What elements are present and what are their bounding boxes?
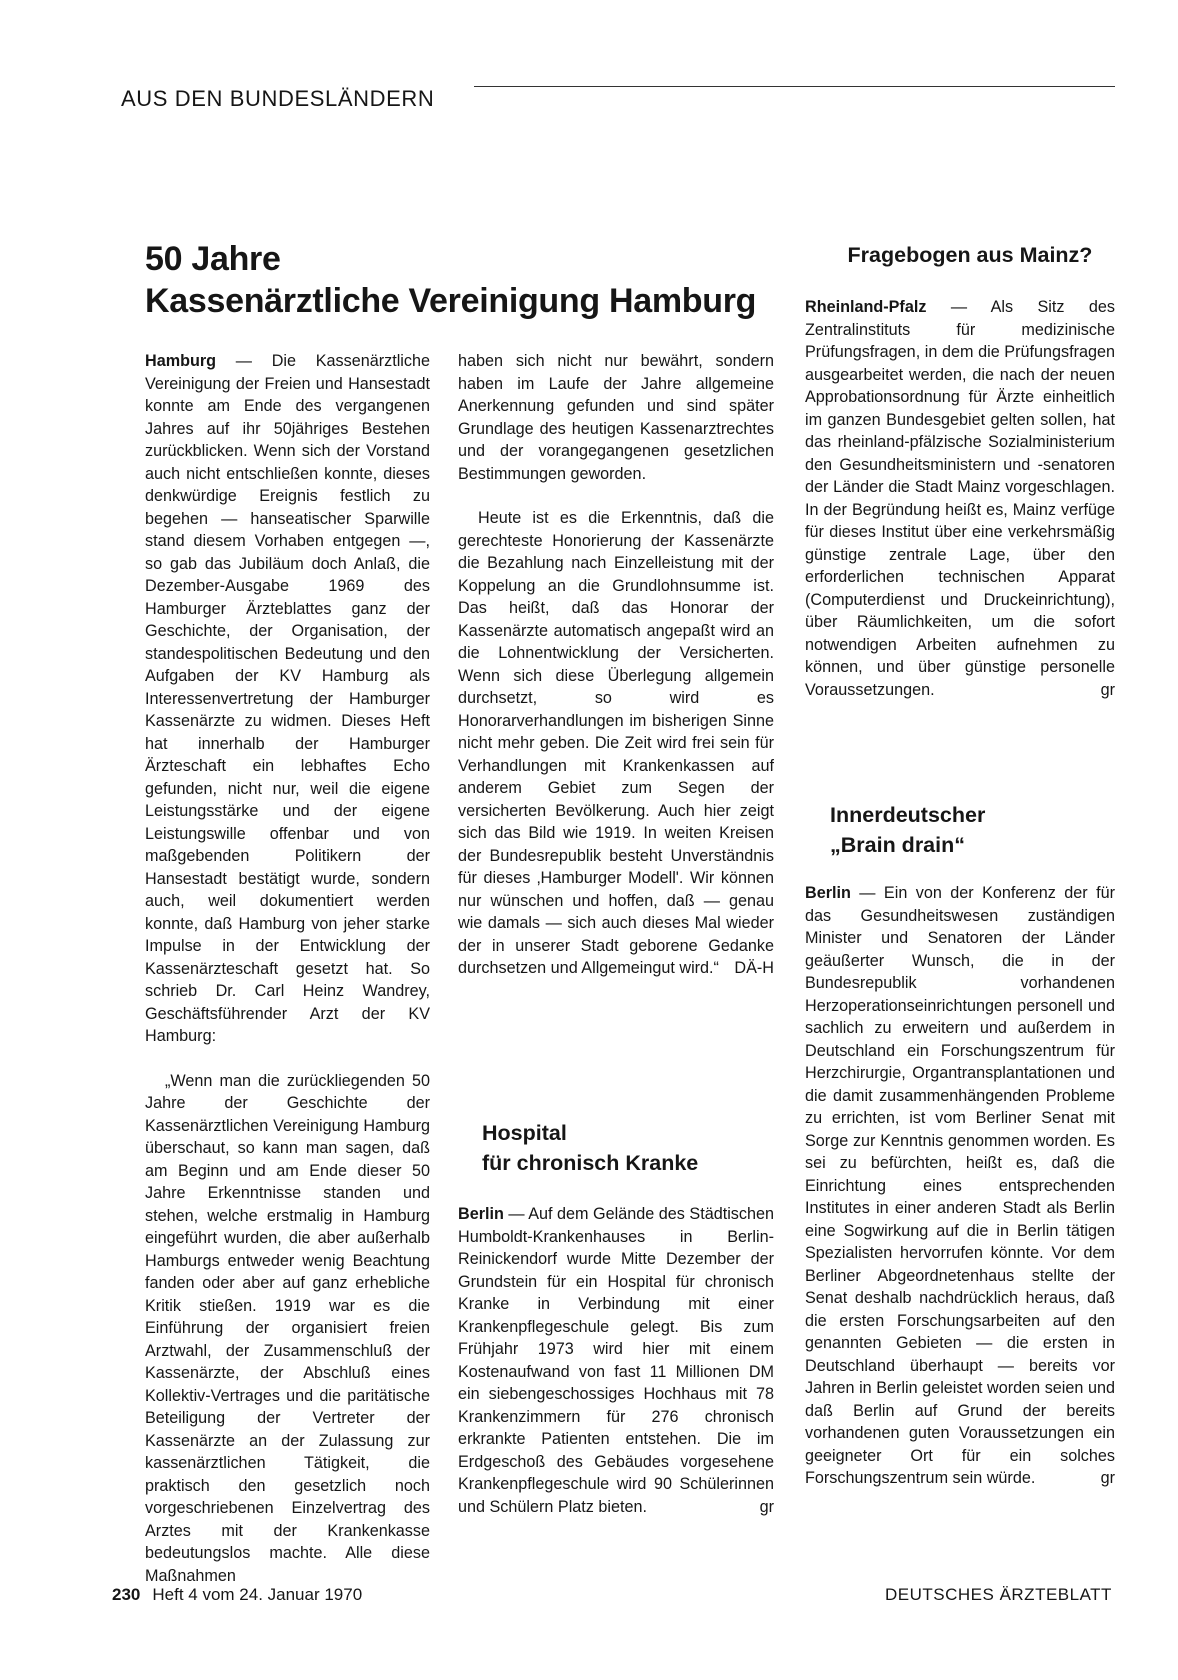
header-rule <box>474 86 1115 87</box>
frage-paragraph <box>805 296 1115 701</box>
main-paragraph-1-text: — Die Kassenärztliche Vereinigung der Freien und Hansestadt konnte am Ende des vergangenen Jahres auf ihr 50jähriges Bestehen zurückblicken. Wenn sich der Vorstand auch nicht entschließen konnte, dieses denkwürdige Ereignis festlich zu begehen — hanseatischer Sparwille stand diesem Vorhaben entgegen —, so gab das Jubiläum doch Anlaß, die Dezember-Ausgabe 1969 des Hamburger Ärzteblattes ganz der Geschichte, der Organisation, der standespolitischen Bedeutung und den Aufgaben der KV Hamburg als Interessenvertretung der Hamburger Kassenärzte zu widmen. Dieses Heft hat innerhalb der Hamburger Ärzteschaft ein lebhaftes Echo gefunden, nicht nur, weil die eigene Leistungsstärke und der eigene Leistungswille offenbar und von maßgebenden Politikern der Hansestadt bestätigt wurde, sondern auch, weil dokumentiert werden konnte, daß Hamburg von jeher starke Impulse in der Entwicklung der Kassenärzteschaft gesetzt hat. So schrieb Dr. Carl Heinz Wandrey, Geschäftsführender Arzt der KV Hamburg: <box>145 352 430 1045</box>
frage-article-body <box>805 296 1115 701</box>
brain-paragraph <box>805 882 1115 1490</box>
main-article-column-1 <box>145 350 430 1587</box>
brain-drain-article-body <box>805 882 1115 1490</box>
signature-gr: gr <box>759 1497 774 1516</box>
brain-drain-article-title <box>830 800 1110 860</box>
main-title-line1: 50 Jahre <box>145 240 281 278</box>
journal-name: DEUTSCHES ÄRZTEBLATT <box>885 1585 1112 1604</box>
dateline-berlin: Berlin <box>458 1205 504 1223</box>
hospital-title-line1: Hospital <box>482 1121 567 1145</box>
hospital-paragraph-text: — Auf dem Gelände des Städtischen Humboldt-Krankenhauses in Berlin-Reinickendorf wurde Mitte Dezember der Grundstein für ein Hospital für chronisch Kranke in Verbindung mit einer Krankenpflegeschule gelegt. Bis zum Frühjahr 1973 wird hier mit einem Kostenaufwand von fast 11 Millionen DM ein siebengeschossiges Hochhaus mit 78 Krankenzimmern für 276 chronisch erkrankte Patienten entstehen. Die im Erdgeschoß des Gebäudes vorgesehene Krankenpflegeschule wird 90 Schülerinnen und Schülern Platz bieten. <box>458 1205 774 1516</box>
brain-title-line2: „Brain drain“ <box>830 833 965 857</box>
footer-left <box>112 1585 362 1605</box>
main-paragraph-4-text: Heute ist es die Erkenntnis, daß die gerechteste Honorierung der Kassenärzte die Bezahlung nach Einzelleistung mit der Koppelung an die Grundlohnsumme ist. Das heißt, daß das Honorar der Kassenärzte automatisch angepaßt wird an die Lohnentwicklung der Versicherten. Wenn sich diese Überlegung allgemein durchsetzt, so wird es Honorarverhandlungen im bisherigen Sinne nicht mehr geben. Die Zeit wird frei sein für Verhandlungen mit Krankenkassen auf anderem Gebiet zum Segen der versicherten Bevölkerung. Auch hier zeigt sich das Bild wie 1919. In weiten Kreisen der Bundesrepublik besteht Unverständnis für dieses ‚Hamburger Modell'. Wir können nur wünschen und hoffen, daß — genau wie damals — sich auch dieses Mal wieder der in unserer Stadt geborene Gedanke durchsetzen und Allgemeingut wird.“ <box>458 509 774 977</box>
main-paragraph-2 <box>145 1070 430 1588</box>
frage-paragraph-text: — Als Sitz des Zentralinstituts für medizinische Prüfungsfragen, in dem die Prüfungsfragen ausgearbeitet werden, die nach der neuen Approbationsordnung für Ärzte einheitlich im ganzen Bundesgebiet gelten sollen, hat das rheinland-pfälzische Sozialministerium den Gesundheitsministern und -senatoren der Länder die Stadt Mainz vorgeschlagen. In der Begründung heißt es, Mainz verfüge für dieses Institut über eine verkehrsmäßig günstige zentrale Lage, über den erforderlichen technischen Apparat (Computerdienst und Druckeinrichtung), über Räumlichkeiten, um die sofort notwendigen Arbeiten aufnehmen zu können, und über günstige personelle Voraussetzungen. <box>805 298 1115 699</box>
main-paragraph-1 <box>145 350 430 1048</box>
issue-info: Heft 4 vom 24. Januar 1970 <box>152 1585 363 1604</box>
main-article-title <box>145 238 785 322</box>
main-paragraph-4 <box>458 507 774 980</box>
dateline-rheinland-pfalz: Rheinland-Pfalz <box>805 298 927 316</box>
signature-gr: gr <box>1100 1469 1115 1487</box>
frage-article-title: Fragebogen aus Mainz? <box>847 243 1093 267</box>
signature-dae-h: DÄ-H <box>734 959 774 977</box>
brain-title-line1: Innerdeutscher <box>830 803 986 827</box>
main-paragraph-3: haben sich nicht nur bewährt, sondern haben im Laufe der Jahre allgemeine Anerkennung gefunden und sind später Grundlage des heutigen Kassenarztrechtes und der vorangegangenen gesetzlichen Bestimmungen geworden. <box>458 352 774 483</box>
dateline-hamburg: Hamburg <box>145 352 217 370</box>
hospital-title-line2: für chronisch Kranke <box>482 1151 699 1175</box>
brain-paragraph-text: — Ein von der Konferenz der für das Gesundheitswesen zuständigen Minister und Senatoren der Länder geäußerter Wunsch, die in der Bundesrepublik vorhandenen Herzoperationseinrichtungen personell und sachlich zu erweitern und außerdem in Deutschland ein Forschungszentrum für Herzchirurgie, Organtransplantationen und die damit zusammenhängenden Probleme zu errichten, ist vom Berliner Senat mit Sorge zur Kenntnis genommen worden. Es sei zu befürchten, heißt es, daß die Einrichtung eines entsprechenden Institutes in einer anderen Stadt als Berlin eine Sogwirkung auf die in Berlin tätigen Spezialisten hervorrufen könnte. Vor dem Berliner Abgeordnetenhaus stellte der Senat deshalb nachdrücklich heraus, daß die ersten Forschungsarbeiten auf den genannten Gebieten — die ersten in Deutschland überhaupt — bereits vor Jahren in Berlin geleistet worden seien und daß Berlin auf Grund der bereits vorhandenen guten Voraussetzungen ein geeigneter Ort für ein solches Forschungszentrum sein würde. <box>805 884 1115 1487</box>
dateline-berlin: Berlin <box>805 884 851 902</box>
running-head: AUS DEN BUNDESLÄNDERN <box>121 86 435 111</box>
page-number: 230 <box>112 1585 141 1604</box>
main-article-column-2 <box>458 350 774 980</box>
hospital-article-body <box>458 1203 774 1518</box>
main-title-line2: Kassenärztliche Vereinigung Hamburg <box>145 282 757 320</box>
main-paragraph-2-text: „Wenn man die zurückliegenden 50 Jahre der Geschichte der Kassenärztlichen Vereinigung Hamburg überschaut, so kann man sagen, daß am Beginn und am Ende dieser 50 Jahre Erkenntnisse standen und stehen, welche erstmalig in Hamburg eingeführt wurden, die aber außerhalb Hamburgs entweder wenig Beachtung fanden oder aber auf ganz erhebliche Kritik stießen. 1919 war es die Einführung der organisiert freien Arztwahl, der Zusammenschluß der Kassenärzte, der Abschluß eines Kollektiv-Vertrages und die paritätische Beteiligung der Vertreter der Kassenärzte an der Zulassung zur kassenärztlichen Tätigkeit, die praktisch den gesetzlich noch vorgeschriebenen Einzelvertrag des Arztes mit der Krankenkasse bedeutungslos machte. Alle diese Maßnahmen <box>145 1071 430 1585</box>
hospital-paragraph <box>458 1203 774 1518</box>
signature-gr: gr <box>1100 680 1115 699</box>
hospital-article-title <box>482 1118 782 1178</box>
